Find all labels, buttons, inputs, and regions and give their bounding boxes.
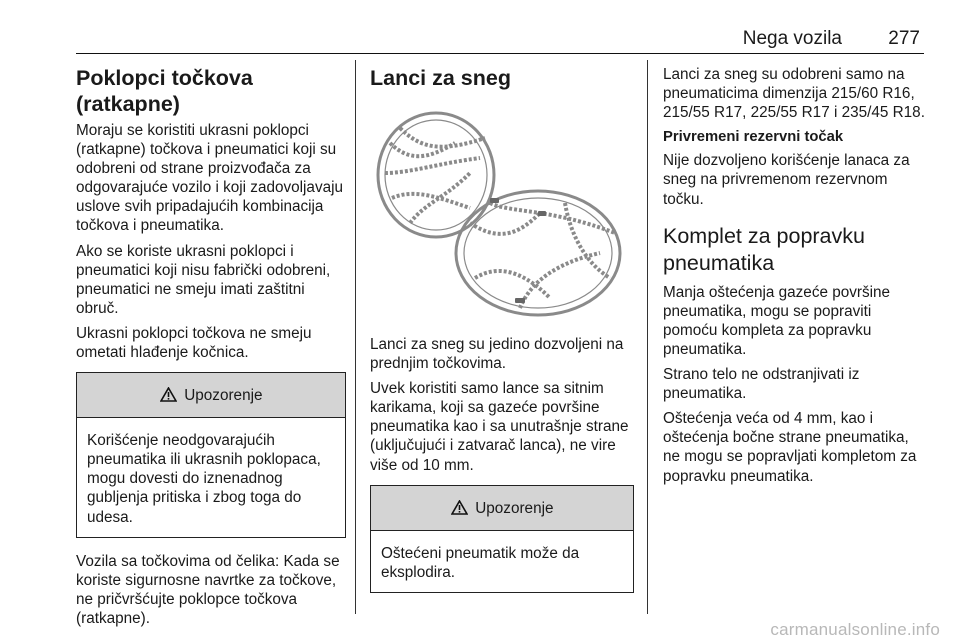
header-rule [76, 53, 924, 54]
column-3 [663, 65, 929, 492]
snow-chains-heading: Lanci za sneg [370, 66, 511, 90]
column-1 [76, 65, 346, 634]
column-2 [370, 65, 634, 607]
spare-wheel-subheading: Privremeni rezervni točak [663, 129, 844, 146]
repair-kit-paragraph-3: Oštećenja veća od 4 mm, kao i oštećenja bočne strane pneumatika, ne mogu se popravljati kompletom za popravku pneumatika. [663, 410, 917, 485]
hubcaps-paragraph-1: Moraju se koristiti ukrasni poklopci (ratkapne) točkova i pneumatici koji su odobreni od strane proizvođača za odgovarajuće vozilo i koji zadovoljavaju uslove svih pripadajućih kombinacija točkova i pneumatika. [76, 122, 344, 235]
snow-chains-illustration [370, 103, 634, 321]
warning-box-tire [370, 485, 634, 593]
warning-text: Oštećeni pneumatik može da eksplodira. [381, 544, 580, 581]
snow-chains-paragraph-2: Uvek koristiti samo lance sa sitnim karikama, koji sa gazeće površine pneumatika kao i sa unutrašnje strane (uključujući i zatvarač lanca), ne vire više od 10 mm. [370, 380, 629, 474]
spare-wheel-paragraph: Nije dozvoljeno korišćenje lanaca za sneg na privremenom rezervnom točku. [663, 152, 910, 208]
column-divider-1 [355, 60, 356, 614]
hubcaps-paragraph-3: Ukrasni poklopci točkova ne smeju ometati hlađenje kočnica. [76, 324, 312, 362]
warning-box-hubcaps [76, 372, 346, 537]
warning-title: Upozorenje [475, 499, 554, 517]
warning-title: Upozorenje [184, 387, 263, 405]
warning-text: Korišćenje neodgovarajućih pneumatika ili ukrasnih poklopaca, mogu dovesti do iznenadnog gubljenja pritiska i zbog toga do udesa. [87, 432, 321, 526]
page-header [0, 0, 960, 60]
page-number: 277 [888, 28, 920, 49]
warning-triangle-icon [160, 385, 182, 404]
warning-header [77, 373, 345, 418]
hubcaps-heading: Poklopci točkova (ratkapne) [76, 66, 253, 116]
repair-kit-paragraph-2: Strano telo ne odstranjivati iz pneumatika. [663, 366, 860, 403]
hubcaps-paragraph-2: Ako se koriste ukrasni poklopci i pneumatici koji nisu fabrički odobreni, pneumatici ne smeju imati zaštitni obruč. [76, 242, 331, 317]
repair-kit-heading: Komplet za popravku pneumatika [663, 223, 865, 275]
hubcaps-paragraph-4: Vozila sa točkovima od čelika: Kada se koriste sigurnosne navrtke za točkove, ne pričvršćujte poklopce točkova (ratkapne). [76, 552, 340, 627]
snow-chains-paragraph-1: Lanci za sneg su jedino dozvoljeni na prednjim točkovima. [370, 336, 624, 373]
warning-triangle-icon [451, 498, 473, 517]
chains-approved-sizes: Lanci za sneg su odobreni samo na pneumaticima dimenzija 215/60 R16, 215/55 R17, 225/55 R17 i 235/45 R18. [663, 66, 925, 122]
column-divider-2 [647, 60, 648, 614]
section-title: Nega vozila [742, 28, 842, 49]
repair-kit-paragraph-1: Manja oštećenja gazeće površine pneumatika, mogu se popraviti pomoću kompleta za popravku pneumatika. [663, 283, 891, 358]
warning-header [371, 486, 633, 531]
watermark: carmanualsonline.info [770, 620, 940, 639]
